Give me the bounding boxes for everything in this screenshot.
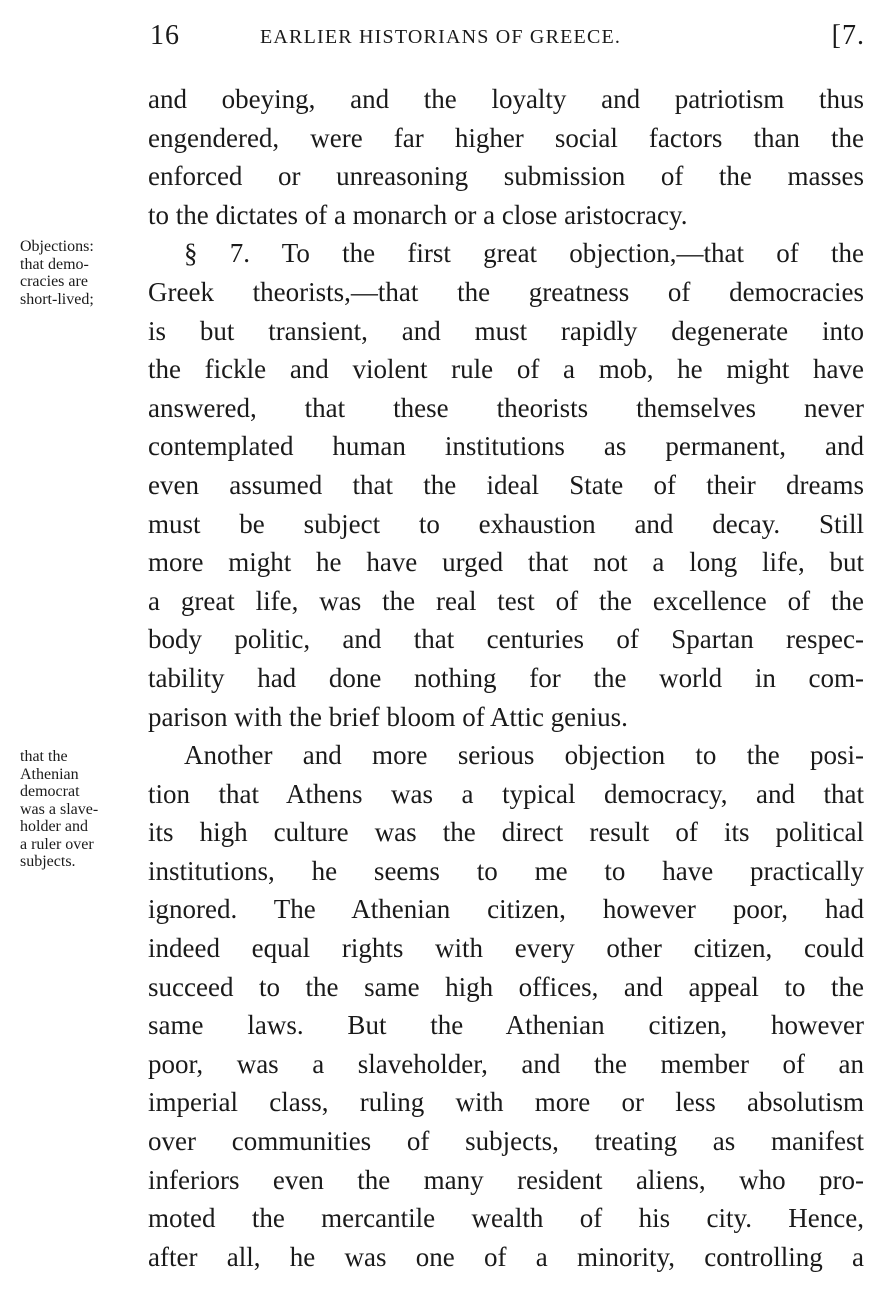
text-line: more might he have urged that not a long life, but bbox=[148, 547, 864, 578]
text-line: must be subject to exhaustion and decay. Still bbox=[148, 508, 864, 539]
text-line: Another and more serious objection to the posi- bbox=[184, 740, 864, 771]
text-line: even assumed that the ideal State of their dreams bbox=[148, 469, 864, 500]
text-line: ignored. The Athenian citizen, however poor, had bbox=[148, 894, 864, 925]
page-header bbox=[150, 20, 865, 60]
text-line: poor, was a slaveholder, and the member of an bbox=[148, 1048, 864, 1079]
text-line: is but transient, and must rapidly degenerate into bbox=[148, 315, 864, 346]
body-text bbox=[148, 80, 864, 1276]
text-line: same laws. But the Athenian citizen, however bbox=[148, 1010, 864, 1041]
text-line: parison with the brief bloom of Attic genius. bbox=[148, 701, 628, 732]
text-line: inferiors even the many resident aliens, who pro- bbox=[148, 1164, 864, 1195]
text-line: a great life, was the real test of the excellence of the bbox=[148, 585, 864, 616]
sidenote-line: a ruler over bbox=[20, 835, 94, 853]
sidenote-line: that demo- bbox=[20, 255, 89, 273]
sidenote-line: holder and bbox=[20, 818, 88, 835]
sidenote-line: democrat bbox=[20, 783, 80, 800]
text-line: indeed equal rights with every other citizen, could bbox=[148, 933, 864, 964]
text-line: contemplated human institutions as permanent, and bbox=[148, 431, 864, 462]
sidenote-objections bbox=[20, 238, 145, 308]
text-line: its high culture was the direct result of its political bbox=[148, 817, 864, 848]
text-line: moted the mercantile wealth of his city. Hence, bbox=[148, 1203, 864, 1234]
sidenote-line: subjects. bbox=[20, 853, 76, 870]
sidenote-athenian-democrat bbox=[20, 748, 145, 871]
text-line: succeed to the same high offices, and appeal to the bbox=[148, 971, 864, 1002]
sidenote-line: short-lived; bbox=[20, 290, 94, 308]
text-line: institutions, he seems to me to have practically bbox=[148, 855, 864, 886]
text-line: tion that Athens was a typical democracy, and that bbox=[148, 778, 864, 809]
text-line: body politic, and that centuries of Spartan respec- bbox=[148, 624, 864, 655]
running-head: EARLIER HISTORIANS OF GREECE. bbox=[260, 26, 622, 48]
text-line: tability had done nothing for the world in com- bbox=[148, 662, 864, 693]
text-line: imperial class, ruling with more or less absolutism bbox=[148, 1087, 864, 1118]
text-line: enforced or unreasoning submission of the masses bbox=[148, 161, 864, 192]
text-line: after all, he was one of a minority, controlling a bbox=[148, 1241, 864, 1272]
text-line: answered, that these theorists themselves never bbox=[148, 392, 864, 423]
text-line: § 7. To the first great objection,—that of the bbox=[184, 238, 864, 269]
sidenote-line: cracies are bbox=[20, 273, 88, 290]
section-reference: [7. bbox=[831, 20, 865, 51]
text-line: the fickle and violent rule of a mob, he might have bbox=[148, 354, 864, 385]
text-line: to the dictates of a monarch or a close aristocracy. bbox=[148, 199, 688, 230]
page-number: 16 bbox=[150, 20, 180, 51]
text-line: engendered, were far higher social factors than the bbox=[148, 122, 864, 153]
text-line: and obeying, and the loyalty and patriotism thus bbox=[148, 84, 864, 114]
sidenote-line: Athenian bbox=[20, 765, 79, 783]
sidenote-line: that the bbox=[20, 748, 68, 765]
text-line: Greek theorists,—that the greatness of democracies bbox=[148, 276, 864, 307]
sidenote-line: was a slave- bbox=[20, 800, 99, 818]
text-line: over communities of subjects, treating as manifest bbox=[148, 1126, 864, 1157]
sidenote-line: Objections: bbox=[20, 238, 94, 255]
